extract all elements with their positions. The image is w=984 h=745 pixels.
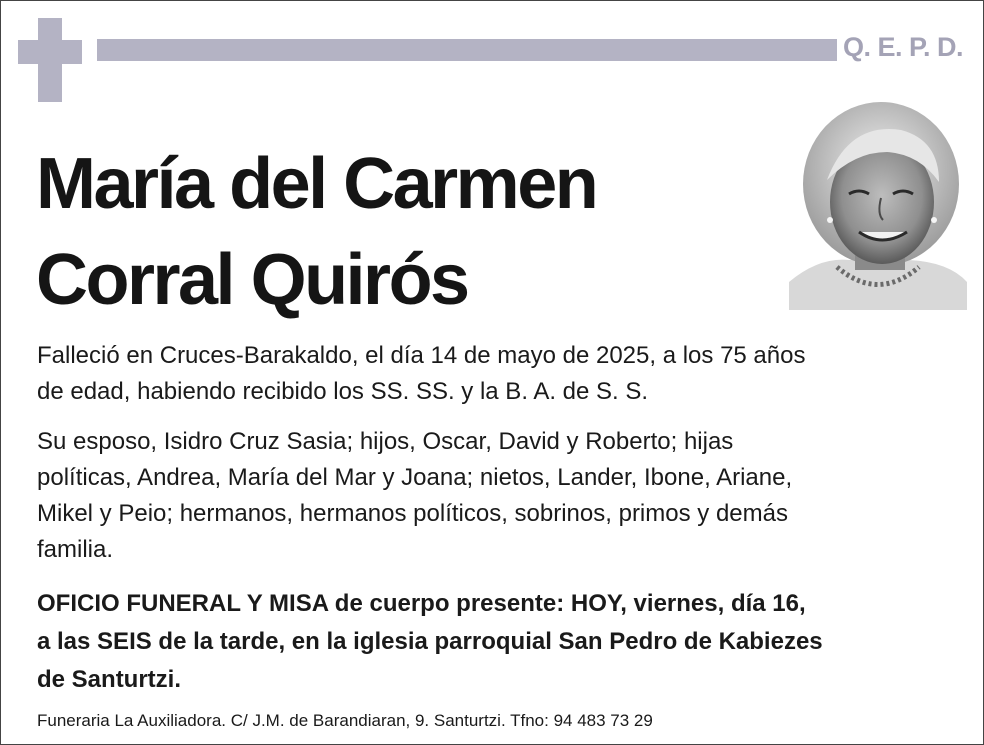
cross-horizontal-beam <box>18 40 82 64</box>
family-line: familia. <box>37 536 114 563</box>
service-line: a las SEIS de la tarde, en la iglesia parroquial San Pedro de Kabiezes <box>37 628 823 655</box>
funeral-home-footer: Funeraria La Auxiliadora. C/ J.M. de Barandiaran, 9. Santurtzi. Tfno: 94 483 73 29 <box>37 711 653 730</box>
header-bar <box>97 39 837 61</box>
family-list <box>37 424 957 568</box>
announcement-line: Falleció en Cruces-Barakaldo, el día 14 de mayo de 2025, a los 75 años <box>37 342 806 369</box>
service-line: OFICIO FUNERAL Y MISA de cuerpo presente: HOY, viernes, día 16, <box>37 590 806 617</box>
family-line: Su esposo, Isidro Cruz Sasia; hijos, Oscar, David y Roberto; hijas <box>37 428 734 455</box>
deceased-name <box>36 136 596 328</box>
portrait-photo <box>789 102 967 310</box>
deceased-name-line2: Corral Quirós <box>36 240 468 320</box>
qepd-badge: Q. E. P. D. <box>843 32 964 62</box>
death-announcement <box>37 338 957 410</box>
service-line: de Santurtzi. <box>37 666 182 693</box>
family-line: Mikel y Peio; hermanos, hermanos políticos, sobrinos, primos y demás <box>37 500 788 527</box>
funeral-service-info <box>37 585 967 699</box>
announcement-line: de edad, habiendo recibido los SS. SS. y la B. A. de S. S. <box>37 378 649 405</box>
family-line: políticas, Andrea, María del Mar y Joana; nietos, Lander, Ibone, Ariane, <box>37 464 793 491</box>
deceased-name-line1: María del Carmen <box>36 144 597 224</box>
